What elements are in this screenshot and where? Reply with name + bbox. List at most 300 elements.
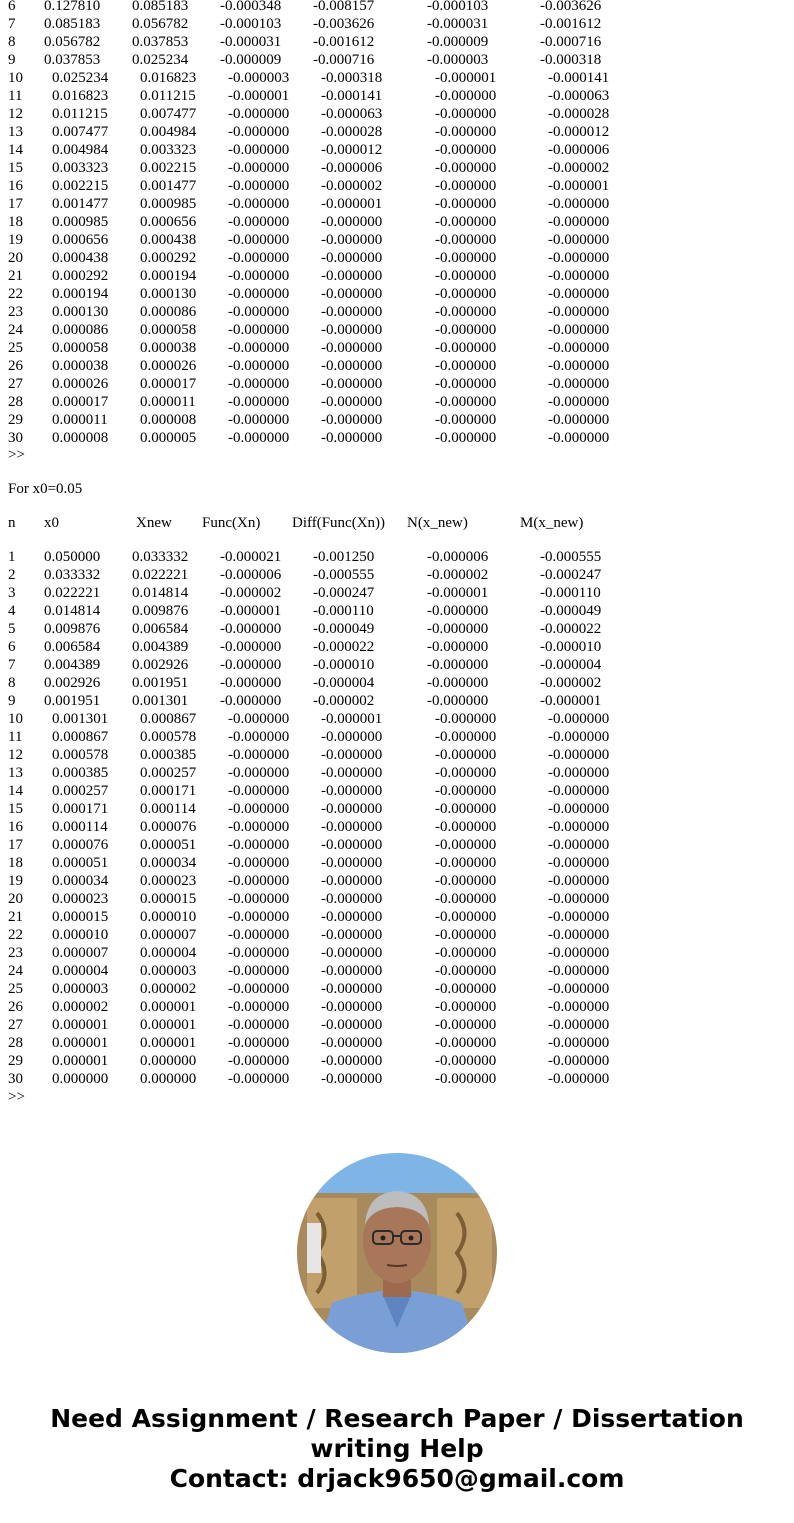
cell-n: 7 bbox=[8, 16, 16, 32]
cell-m-new: -0.000000 bbox=[548, 873, 610, 889]
cell-m-new: -0.001612 bbox=[540, 16, 602, 32]
table-row bbox=[0, 1052, 794, 1070]
cell-x0: 0.050000 bbox=[44, 549, 101, 565]
cell-n-new: -0.000000 bbox=[435, 999, 497, 1015]
cell-func: -0.000000 bbox=[220, 657, 282, 673]
cell-xnew: 0.056782 bbox=[132, 16, 189, 32]
cell-diff: -0.000000 bbox=[321, 801, 383, 817]
cell-n: 13 bbox=[8, 124, 23, 140]
cell-n-new: -0.000009 bbox=[427, 34, 489, 50]
cell-xnew: 0.000656 bbox=[140, 214, 197, 230]
cell-n: 16 bbox=[8, 819, 23, 835]
cell-x0: 0.011215 bbox=[52, 106, 108, 122]
author-photo bbox=[297, 1153, 497, 1353]
cell-xnew: 0.001951 bbox=[132, 675, 189, 691]
cell-xnew: 0.000001 bbox=[140, 1017, 197, 1033]
cell-x0: 0.000003 bbox=[52, 981, 109, 997]
cell-n-new: -0.000000 bbox=[435, 909, 497, 925]
cell-diff: -0.000001 bbox=[321, 711, 383, 727]
cell-m-new: -0.000000 bbox=[548, 783, 610, 799]
table-row bbox=[0, 15, 794, 33]
cell-diff: -0.000000 bbox=[321, 747, 383, 763]
cell-xnew: 0.000038 bbox=[140, 340, 197, 356]
cell-m-new: -0.000141 bbox=[548, 70, 610, 86]
cell-n: 24 bbox=[8, 963, 23, 979]
cell-func: -0.000009 bbox=[220, 52, 282, 68]
cell-n-new: -0.000000 bbox=[435, 88, 497, 104]
cell-diff: -0.000000 bbox=[321, 286, 383, 302]
cell-diff: -0.000141 bbox=[321, 88, 383, 104]
cell-func: -0.000000 bbox=[228, 909, 290, 925]
table-row bbox=[0, 123, 794, 141]
cell-m-new: -0.003626 bbox=[540, 0, 602, 14]
cell-xnew: 0.022221 bbox=[132, 567, 189, 583]
cell-n-new: -0.000000 bbox=[435, 412, 497, 428]
cell-xnew: 0.000026 bbox=[140, 358, 197, 374]
cell-diff: -0.000000 bbox=[321, 340, 383, 356]
cell-n-new: -0.000000 bbox=[427, 639, 489, 655]
cell-n: 26 bbox=[8, 358, 23, 374]
cell-x0: 0.001951 bbox=[44, 693, 101, 709]
cell-n: 6 bbox=[8, 0, 16, 14]
cell-diff: -0.000716 bbox=[313, 52, 375, 68]
cell-n: 20 bbox=[8, 250, 23, 266]
cell-m-new: -0.000000 bbox=[548, 855, 610, 871]
cell-diff: -0.000000 bbox=[321, 376, 383, 392]
cell-n: 19 bbox=[8, 232, 23, 248]
table-row bbox=[0, 998, 794, 1016]
table-row bbox=[0, 908, 794, 926]
cell-diff: -0.000000 bbox=[321, 304, 383, 320]
table-row bbox=[0, 69, 794, 87]
cell-n: 23 bbox=[8, 304, 23, 320]
cell-m-new: -0.000049 bbox=[540, 603, 602, 619]
table-row bbox=[0, 303, 794, 321]
cell-n: 27 bbox=[8, 376, 23, 392]
cell-n: 7 bbox=[8, 657, 16, 673]
cell-xnew: 0.000001 bbox=[140, 999, 197, 1015]
cell-n: 8 bbox=[8, 675, 16, 691]
cell-n-new: -0.000000 bbox=[435, 729, 497, 745]
cell-xnew: 0.000985 bbox=[140, 196, 197, 212]
cell-x0: 0.006584 bbox=[44, 639, 101, 655]
cell-diff: -0.000000 bbox=[321, 819, 383, 835]
cell-func: -0.000000 bbox=[228, 1017, 290, 1033]
cell-n-new: -0.000000 bbox=[435, 106, 497, 122]
cell-func: -0.000000 bbox=[228, 981, 290, 997]
cell-m-new: -0.000000 bbox=[548, 376, 610, 392]
cell-n: 17 bbox=[8, 196, 23, 212]
cell-xnew: 0.000058 bbox=[140, 322, 197, 338]
cell-xnew: 0.014814 bbox=[132, 585, 189, 601]
cell-n-new: -0.000002 bbox=[427, 567, 489, 583]
cell-n: 17 bbox=[8, 837, 23, 853]
table-row bbox=[0, 375, 794, 393]
cell-diff: -0.000012 bbox=[321, 142, 383, 158]
cell-xnew: 0.011215 bbox=[140, 88, 196, 104]
cell-n: 25 bbox=[8, 981, 23, 997]
cell-n-new: -0.000000 bbox=[435, 963, 497, 979]
cell-m-new: -0.000000 bbox=[548, 1035, 610, 1051]
cell-func: -0.000000 bbox=[228, 873, 290, 889]
cell-xnew: 0.000017 bbox=[140, 376, 197, 392]
cell-m-new: -0.000000 bbox=[548, 1053, 610, 1069]
cell-n-new: -0.000000 bbox=[435, 340, 497, 356]
header-diff: Diff(Func(Xn)) bbox=[292, 515, 386, 531]
cell-diff: -0.000063 bbox=[321, 106, 383, 122]
header-n-new: N(x_new) bbox=[407, 515, 468, 531]
table-row bbox=[0, 0, 794, 15]
table-row bbox=[0, 231, 794, 249]
cell-func: -0.000002 bbox=[220, 585, 282, 601]
table-row bbox=[0, 357, 794, 375]
cell-func: -0.000000 bbox=[228, 304, 290, 320]
cell-x0: 0.000015 bbox=[52, 909, 109, 925]
table-row bbox=[0, 674, 794, 692]
cell-n: 4 bbox=[8, 603, 16, 619]
cell-diff: -0.000001 bbox=[321, 196, 383, 212]
cell-diff: -0.000002 bbox=[313, 693, 375, 709]
cell-n-new: -0.000000 bbox=[435, 214, 497, 230]
cell-diff: -0.001250 bbox=[313, 549, 375, 565]
table-row bbox=[0, 656, 794, 674]
table-row bbox=[0, 836, 794, 854]
cell-n-new: -0.000000 bbox=[435, 232, 497, 248]
table-row bbox=[0, 890, 794, 908]
cell-x0: 0.022221 bbox=[44, 585, 101, 601]
cell-func: -0.000000 bbox=[228, 106, 290, 122]
cell-diff: -0.000000 bbox=[321, 837, 383, 853]
cell-xnew: 0.000867 bbox=[140, 711, 197, 727]
cell-x0: 0.007477 bbox=[52, 124, 109, 140]
cell-x0: 0.000985 bbox=[52, 214, 109, 230]
cell-m-new: -0.000000 bbox=[548, 304, 610, 320]
cell-n: 9 bbox=[8, 52, 16, 68]
cell-n-new: -0.000000 bbox=[435, 178, 497, 194]
cell-func: -0.000000 bbox=[228, 999, 290, 1015]
header-n: n bbox=[8, 515, 16, 531]
cell-x0: 0.000051 bbox=[52, 855, 109, 871]
cell-x0: 0.025234 bbox=[52, 70, 109, 86]
table-row bbox=[0, 566, 794, 584]
cell-n-new: -0.000000 bbox=[435, 765, 497, 781]
cell-n: 15 bbox=[8, 160, 23, 176]
cell-x0: 0.000076 bbox=[52, 837, 109, 853]
cell-diff: -0.000000 bbox=[321, 1071, 383, 1087]
cell-n: 15 bbox=[8, 801, 23, 817]
cell-m-new: -0.000001 bbox=[548, 178, 610, 194]
cell-x0: 0.085183 bbox=[44, 16, 101, 32]
cell-diff: -0.000000 bbox=[321, 1017, 383, 1033]
cell-diff: -0.000000 bbox=[321, 729, 383, 745]
cell-x0: 0.000001 bbox=[52, 1035, 109, 1051]
cell-n-new: -0.000000 bbox=[435, 250, 497, 266]
cell-m-new: -0.000000 bbox=[548, 729, 610, 745]
table-row bbox=[0, 728, 794, 746]
cell-n-new: -0.000000 bbox=[435, 1071, 497, 1087]
cell-diff: -0.000028 bbox=[321, 124, 383, 140]
cell-n-new: -0.000000 bbox=[435, 1035, 497, 1051]
cell-xnew: 0.000000 bbox=[140, 1053, 197, 1069]
cell-n-new: -0.000000 bbox=[435, 322, 497, 338]
cell-diff: -0.000000 bbox=[321, 1035, 383, 1051]
cell-xnew: 0.000000 bbox=[140, 1071, 197, 1087]
cell-m-new: -0.000000 bbox=[548, 1017, 610, 1033]
cell-x0: 0.000656 bbox=[52, 232, 109, 248]
table-row bbox=[0, 195, 794, 213]
cell-diff: -0.000318 bbox=[321, 70, 383, 86]
cell-n: 21 bbox=[8, 268, 23, 284]
cell-n-new: -0.000000 bbox=[435, 783, 497, 799]
cell-func: -0.000000 bbox=[228, 711, 290, 727]
cell-func: -0.000000 bbox=[228, 783, 290, 799]
cell-func: -0.000001 bbox=[220, 603, 282, 619]
cell-x0: 0.000385 bbox=[52, 765, 109, 781]
cell-diff: -0.000000 bbox=[321, 927, 383, 943]
cell-x0: 0.000001 bbox=[52, 1017, 109, 1033]
cell-x0: 0.000438 bbox=[52, 250, 109, 266]
cell-n: 26 bbox=[8, 999, 23, 1015]
cell-n-new: -0.000001 bbox=[427, 585, 489, 601]
cell-n-new: -0.000000 bbox=[435, 376, 497, 392]
table-row bbox=[0, 980, 794, 998]
cell-m-new: -0.000000 bbox=[548, 430, 610, 446]
cell-x0: 0.004984 bbox=[52, 142, 109, 158]
cell-xnew: 0.000023 bbox=[140, 873, 197, 889]
cell-n-new: -0.000000 bbox=[427, 693, 489, 709]
table-row bbox=[0, 105, 794, 123]
cell-n: 16 bbox=[8, 178, 23, 194]
cell-func: -0.000001 bbox=[228, 88, 290, 104]
cell-diff: -0.000000 bbox=[321, 1053, 383, 1069]
cell-n: 5 bbox=[8, 621, 16, 637]
cell-n: 2 bbox=[8, 567, 16, 583]
cell-xnew: 0.000011 bbox=[140, 394, 196, 410]
cell-func: -0.000000 bbox=[228, 837, 290, 853]
cell-m-new: -0.000000 bbox=[548, 358, 610, 374]
table-row bbox=[0, 746, 794, 764]
cell-n: 20 bbox=[8, 891, 23, 907]
author-portrait-icon bbox=[297, 1153, 497, 1353]
cell-diff: -0.000000 bbox=[321, 783, 383, 799]
cell-xnew: 0.000004 bbox=[140, 945, 197, 961]
cell-diff: -0.000000 bbox=[321, 358, 383, 374]
cell-m-new: -0.000000 bbox=[548, 765, 610, 781]
table-row bbox=[0, 962, 794, 980]
cell-x0: 0.000010 bbox=[52, 927, 109, 943]
cell-xnew: 0.000001 bbox=[140, 1035, 197, 1051]
cell-n: 30 bbox=[8, 1071, 23, 1087]
cell-func: -0.000348 bbox=[220, 0, 282, 14]
cell-m-new: -0.000000 bbox=[548, 999, 610, 1015]
cell-n-new: -0.000000 bbox=[435, 286, 497, 302]
cell-m-new: -0.000000 bbox=[548, 214, 610, 230]
cell-xnew: 0.006584 bbox=[132, 621, 189, 637]
cell-x0: 0.000001 bbox=[52, 1053, 109, 1069]
cell-n-new: -0.000000 bbox=[427, 621, 489, 637]
cell-n: 29 bbox=[8, 1053, 23, 1069]
cell-m-new: -0.000000 bbox=[548, 891, 610, 907]
cell-m-new: -0.000247 bbox=[540, 567, 602, 583]
cell-m-new: -0.000000 bbox=[548, 196, 610, 212]
cell-x0: 0.000017 bbox=[52, 394, 109, 410]
table-row bbox=[0, 638, 794, 656]
cell-n-new: -0.000001 bbox=[435, 70, 497, 86]
cell-func: -0.000000 bbox=[228, 801, 290, 817]
cell-n-new: -0.000000 bbox=[435, 124, 497, 140]
cell-diff: -0.000000 bbox=[321, 909, 383, 925]
cell-func: -0.000000 bbox=[228, 1035, 290, 1051]
cell-xnew: 0.037853 bbox=[132, 34, 189, 50]
cell-x0: 0.002215 bbox=[52, 178, 109, 194]
cell-m-new: -0.000000 bbox=[548, 322, 610, 338]
cell-xnew: 0.002215 bbox=[140, 160, 197, 176]
cell-xnew: 0.000130 bbox=[140, 286, 197, 302]
cell-n-new: -0.000003 bbox=[427, 52, 489, 68]
console-prompt: >> bbox=[8, 1089, 25, 1105]
cell-m-new: -0.000000 bbox=[548, 1071, 610, 1087]
cell-n-new: -0.000000 bbox=[435, 1017, 497, 1033]
cell-xnew: 0.003323 bbox=[140, 142, 197, 158]
cell-n-new: -0.000000 bbox=[435, 268, 497, 284]
cell-n: 23 bbox=[8, 945, 23, 961]
cell-m-new: -0.000000 bbox=[548, 711, 610, 727]
cell-m-new: -0.000318 bbox=[540, 52, 602, 68]
cell-x0: 0.000867 bbox=[52, 729, 109, 745]
cell-m-new: -0.000000 bbox=[548, 837, 610, 853]
cell-m-new: -0.000028 bbox=[548, 106, 610, 122]
cell-func: -0.000000 bbox=[228, 358, 290, 374]
cell-n: 1 bbox=[8, 549, 16, 565]
cell-xnew: 0.001477 bbox=[140, 178, 197, 194]
cell-n-new: -0.000000 bbox=[435, 819, 497, 835]
cell-x0: 0.009876 bbox=[44, 621, 101, 637]
table-row bbox=[0, 1070, 794, 1088]
cell-n-new: -0.000000 bbox=[427, 675, 489, 691]
cell-n: 3 bbox=[8, 585, 16, 601]
promo-line-1: Need Assignment / Research Paper / Dissertation bbox=[50, 1404, 744, 1433]
cell-func: -0.000000 bbox=[220, 621, 282, 637]
cell-m-new: -0.000000 bbox=[548, 250, 610, 266]
cell-xnew: 0.000034 bbox=[140, 855, 197, 871]
cell-m-new: -0.000000 bbox=[548, 747, 610, 763]
cell-func: -0.000000 bbox=[228, 855, 290, 871]
cell-diff: -0.000000 bbox=[321, 430, 383, 446]
cell-x0: 0.016823 bbox=[52, 88, 109, 104]
cell-n: 9 bbox=[8, 693, 16, 709]
cell-x0: 0.000000 bbox=[52, 1071, 109, 1087]
table-row bbox=[0, 764, 794, 782]
cell-diff: -0.000110 bbox=[313, 603, 374, 619]
cell-n: 18 bbox=[8, 214, 23, 230]
cell-diff: -0.003626 bbox=[313, 16, 375, 32]
cell-diff: -0.000000 bbox=[321, 891, 383, 907]
cell-diff: -0.008157 bbox=[313, 0, 375, 14]
cell-diff: -0.000022 bbox=[313, 639, 375, 655]
cell-x0: 0.000026 bbox=[52, 376, 109, 392]
cell-n: 22 bbox=[8, 286, 23, 302]
cell-m-new: -0.000002 bbox=[548, 160, 610, 176]
cell-m-new: -0.000000 bbox=[548, 927, 610, 943]
cell-xnew: 0.000005 bbox=[140, 430, 197, 446]
cell-n: 28 bbox=[8, 1035, 23, 1051]
cell-n-new: -0.000000 bbox=[435, 304, 497, 320]
header-func: Func(Xn) bbox=[202, 515, 261, 531]
cell-func: -0.000000 bbox=[228, 124, 290, 140]
table-row bbox=[0, 584, 794, 602]
cell-x0: 0.004389 bbox=[44, 657, 101, 673]
table-row bbox=[0, 339, 794, 357]
cell-n-new: -0.000000 bbox=[435, 945, 497, 961]
cell-xnew: 0.009876 bbox=[132, 603, 189, 619]
cell-func: -0.000006 bbox=[220, 567, 282, 583]
cell-m-new: -0.000000 bbox=[548, 412, 610, 428]
cell-n: 14 bbox=[8, 142, 23, 158]
cell-n-new: -0.000000 bbox=[435, 873, 497, 889]
promo-contact: Contact: drjack9650@gmail.com bbox=[169, 1464, 625, 1493]
cell-x0: 0.000008 bbox=[52, 430, 109, 446]
cell-xnew: 0.016823 bbox=[140, 70, 197, 86]
cell-diff: -0.000000 bbox=[321, 268, 383, 284]
cell-func: -0.000000 bbox=[220, 639, 282, 655]
table-row bbox=[0, 177, 794, 195]
cell-func: -0.000000 bbox=[228, 340, 290, 356]
cell-xnew: 0.000257 bbox=[140, 765, 197, 781]
cell-func: -0.000000 bbox=[228, 927, 290, 943]
cell-xnew: 0.001301 bbox=[132, 693, 189, 709]
table-row bbox=[0, 411, 794, 429]
table-row bbox=[0, 602, 794, 620]
cell-n-new: -0.000000 bbox=[435, 837, 497, 853]
cell-func: -0.000000 bbox=[228, 322, 290, 338]
cell-diff: -0.000000 bbox=[321, 855, 383, 871]
cell-diff: -0.000000 bbox=[321, 232, 383, 248]
cell-func: -0.000000 bbox=[220, 675, 282, 691]
cell-n-new: -0.000000 bbox=[435, 142, 497, 158]
cell-x0: 0.000114 bbox=[52, 819, 108, 835]
cell-n: 10 bbox=[8, 711, 23, 727]
cell-diff: -0.000000 bbox=[321, 963, 383, 979]
cell-n-new: -0.000000 bbox=[435, 891, 497, 907]
cell-xnew: 0.000292 bbox=[140, 250, 197, 266]
cell-n: 11 bbox=[8, 88, 23, 104]
cell-n: 11 bbox=[8, 729, 23, 745]
table-row bbox=[0, 33, 794, 51]
cell-n-new: -0.000103 bbox=[427, 0, 489, 14]
cell-xnew: 0.004984 bbox=[140, 124, 197, 140]
cell-func: -0.000103 bbox=[220, 16, 282, 32]
cell-m-new: -0.000716 bbox=[540, 34, 602, 50]
cell-func: -0.000000 bbox=[228, 412, 290, 428]
table-row bbox=[0, 800, 794, 818]
cell-xnew: 0.000194 bbox=[140, 268, 197, 284]
cell-m-new: -0.000000 bbox=[548, 801, 610, 817]
table-row bbox=[0, 159, 794, 177]
cell-diff: -0.001612 bbox=[313, 34, 375, 50]
table-row bbox=[0, 393, 794, 411]
cell-n: 30 bbox=[8, 430, 23, 446]
cell-xnew: 0.000008 bbox=[140, 412, 197, 428]
cell-n: 13 bbox=[8, 765, 23, 781]
table-row bbox=[0, 285, 794, 303]
cell-xnew: 0.000051 bbox=[140, 837, 197, 853]
promo-line-2: writing Help bbox=[310, 1434, 484, 1463]
cell-m-new: -0.000555 bbox=[540, 549, 602, 565]
table-row bbox=[0, 87, 794, 105]
table-row bbox=[0, 1016, 794, 1034]
cell-func: -0.000000 bbox=[228, 729, 290, 745]
cell-x0: 0.037853 bbox=[44, 52, 101, 68]
